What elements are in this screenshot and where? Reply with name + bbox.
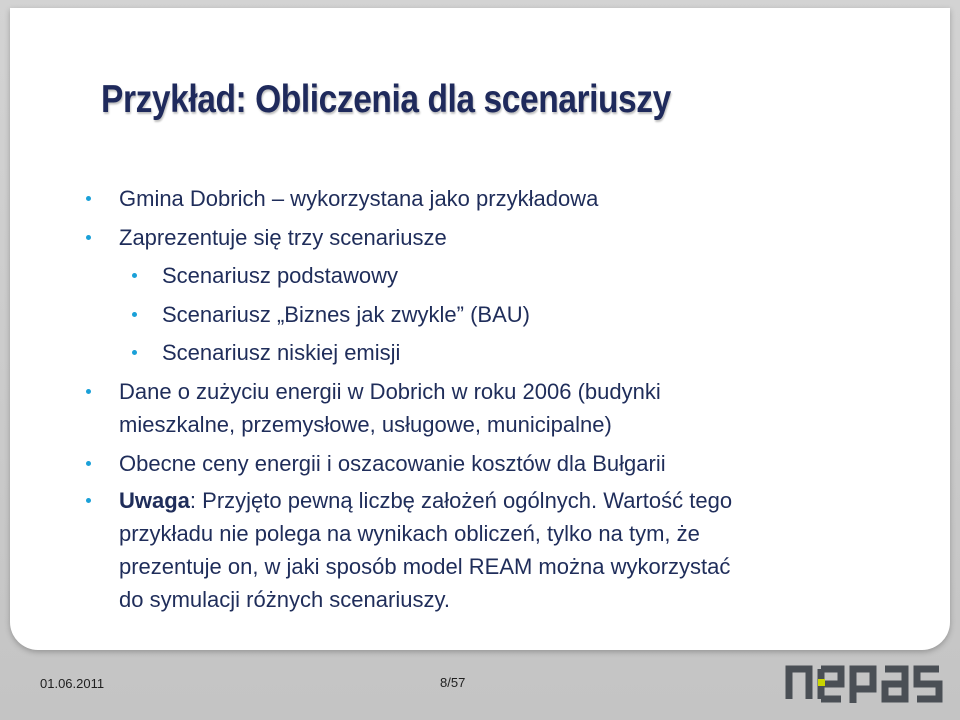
bullet-text: Scenariusz niskiej emisji [162,340,401,365]
bullet-text: Scenariusz podstawowy [162,263,399,288]
note-label: Uwaga [119,488,190,513]
bullet-item [119,182,598,215]
bullet-marker-icon [132,273,137,278]
bullet-marker-icon [86,461,91,466]
bullet-text: Gmina Dobrich – wykorzystana jako przykładowa [119,186,599,211]
slide-title: Przykład: Obliczenia dla scenariuszy [101,78,671,121]
bullet-item [119,375,661,441]
nepas-logo-icon [783,655,945,705]
bullet-text-line: Dane o zużyciu energii w Dobrich w roku 2006 (budynki [119,379,661,404]
bullet-text-line: prezentuje on, w jaki sposób model REAM można wykorzystać [119,554,731,579]
bullet-item [119,447,666,480]
bullet-text: Scenariusz „Biznes jak zwykle” (BAU) [162,302,530,327]
bullet-marker-icon [86,196,91,201]
bullet-text-line: przykładu nie polega na wynikach obliczeń, tylko na tym, że [119,521,700,546]
bullet-marker-icon [86,389,91,394]
sub-bullet-item [162,259,398,292]
bullet-marker-icon [132,312,137,317]
footer-date: 01.06.2011 [40,676,105,691]
sub-bullet-item [162,336,400,369]
bullet-text-line: : Przyjęto pewną liczbę założeń ogólnych. Wartość tego [189,488,733,513]
bullet-marker-icon [132,350,137,355]
bullet-marker-icon [86,235,91,240]
bullet-text: Obecne ceny energii i oszacowanie kosztów dla Bułgarii [119,451,666,476]
bullet-text-line: do symulacji różnych scenariuszy. [119,587,450,612]
bullet-item [119,221,447,254]
bullet-text: Zaprezentuje się trzy scenariusze [119,225,447,250]
bullet-text-line: mieszkalne, przemysłowe, usługowe, municipalne) [119,412,612,437]
nepas-logo [783,655,945,710]
sub-bullet-item [162,298,530,331]
bullet-marker-icon [86,498,91,503]
bullet-item-note [119,484,732,616]
page-number: 8/57 [440,675,466,690]
